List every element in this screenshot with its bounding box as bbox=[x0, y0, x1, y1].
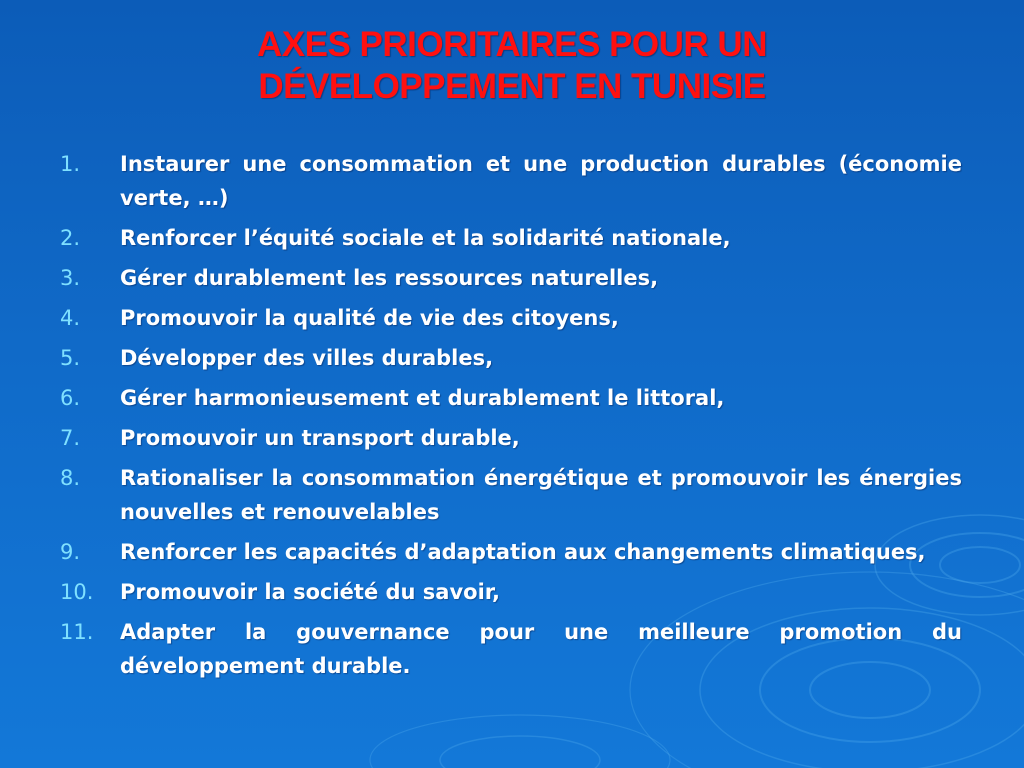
list-item-number: 6. bbox=[60, 386, 81, 410]
list-item bbox=[60, 261, 962, 295]
list-item-number: 7. bbox=[60, 426, 81, 450]
list-item-number: 2. bbox=[60, 226, 81, 250]
list-item bbox=[60, 421, 962, 455]
list-item-number: 1. bbox=[60, 152, 81, 176]
list-item-number: 3. bbox=[60, 266, 81, 290]
list-item-number: 8. bbox=[60, 466, 81, 490]
list-item-number: 10. bbox=[60, 580, 94, 604]
list-item-text: Gérer durablement les ressources naturelles, bbox=[120, 266, 659, 290]
list-item-number: 5. bbox=[60, 346, 81, 370]
list-item bbox=[60, 615, 962, 683]
list-item-text: Renforcer l’équité sociale et la solidarité nationale, bbox=[120, 226, 731, 250]
list-item-text: Adapter la gouvernance pour une meilleure promotion du développement durable. bbox=[120, 620, 962, 678]
list-item-text: Rationaliser la consommation énergétique et promouvoir les énergies nouvelles et renouvelables bbox=[120, 466, 962, 524]
priority-axes-list bbox=[60, 147, 962, 689]
list-item bbox=[60, 461, 962, 529]
list-item-number: 4. bbox=[60, 306, 81, 330]
list-item-text: Promouvoir la société du savoir, bbox=[120, 580, 501, 604]
list-item bbox=[60, 381, 962, 415]
list-item-number: 11. bbox=[60, 620, 94, 644]
slide-title-line-1: AXES PRIORITAIRES POUR UN bbox=[257, 25, 767, 64]
list-item bbox=[60, 147, 962, 215]
list-item bbox=[60, 301, 962, 335]
list-item-text: Promouvoir un transport durable, bbox=[120, 426, 520, 450]
list-item-text: Renforcer les capacités d’adaptation aux changements climatiques, bbox=[120, 540, 926, 564]
list-item bbox=[60, 535, 962, 569]
slide-title bbox=[120, 24, 904, 108]
list-item bbox=[60, 221, 962, 255]
list-item bbox=[60, 341, 962, 375]
list-item bbox=[60, 575, 962, 609]
list-item-text: Instaurer une consommation et une production durables (économie verte, …) bbox=[120, 152, 962, 210]
list-item-text: Promouvoir la qualité de vie des citoyens, bbox=[120, 306, 619, 330]
list-item-text: Gérer harmonieusement et durablement le littoral, bbox=[120, 386, 725, 410]
list-item-text: Développer des villes durables, bbox=[120, 346, 494, 370]
slide-title-line-2: DÉVELOPPEMENT EN TUNISIE bbox=[258, 67, 766, 106]
list-item-number: 9. bbox=[60, 540, 81, 564]
